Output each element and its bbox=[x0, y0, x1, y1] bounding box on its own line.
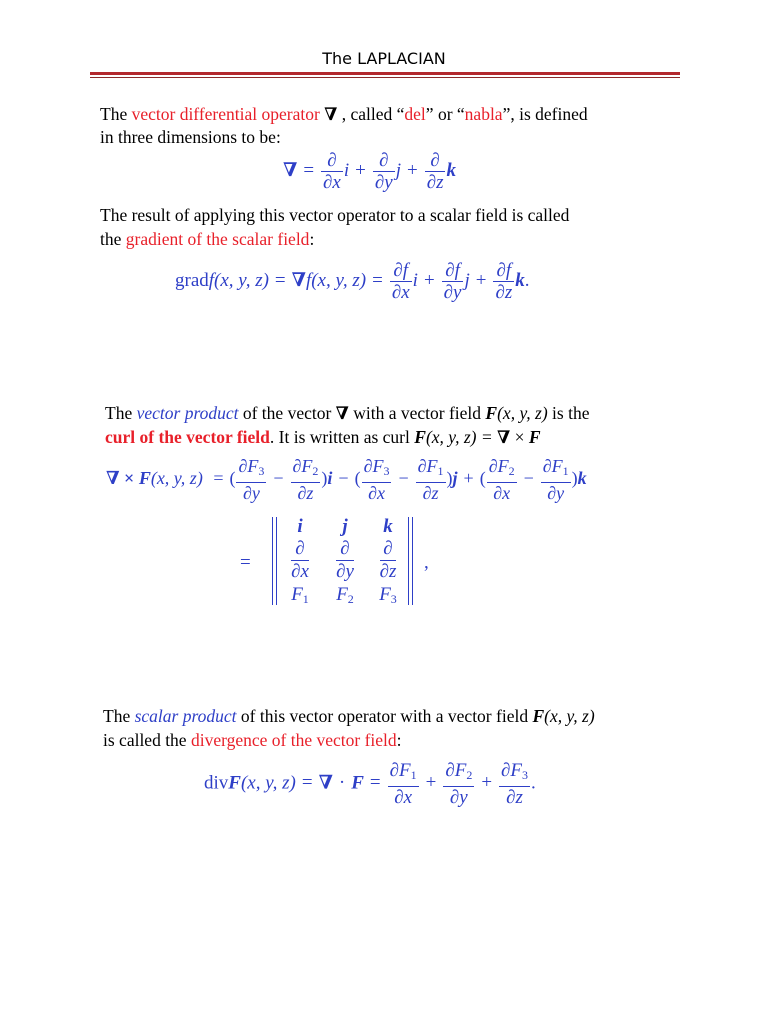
numerator: ∂F bbox=[363, 456, 384, 476]
numerator: ∂f bbox=[442, 260, 464, 282]
nabla-symbol: ∇ bbox=[291, 269, 306, 291]
nabla-symbol: ∇ bbox=[497, 427, 511, 447]
text: (x, y, z) = bbox=[425, 427, 498, 447]
dot: · bbox=[338, 772, 346, 794]
unit-j: j bbox=[395, 159, 401, 181]
paren: ) bbox=[321, 468, 328, 489]
denominator: ∂y bbox=[336, 561, 354, 582]
minus: − bbox=[338, 468, 349, 489]
unit-i: i bbox=[327, 468, 333, 489]
unit-k: k bbox=[515, 269, 525, 291]
paren: ( bbox=[229, 468, 236, 489]
numerator: ∂F bbox=[292, 456, 313, 476]
plus: + bbox=[355, 159, 366, 181]
term-curl: curl of the vector field bbox=[105, 427, 270, 447]
minus: − bbox=[523, 468, 534, 489]
text: The bbox=[105, 403, 137, 423]
trailing-comma: , bbox=[424, 552, 429, 573]
subscript: 1 bbox=[437, 464, 444, 478]
denominator: ∂z bbox=[495, 282, 513, 303]
component-F: F bbox=[379, 584, 391, 605]
paren: ) bbox=[571, 468, 578, 489]
text: ” or “ bbox=[425, 104, 465, 124]
arguments: (x, y, z) bbox=[150, 468, 203, 489]
unit-j: j bbox=[452, 468, 458, 489]
grad-operator: grad bbox=[175, 269, 209, 291]
numerator: ∂F bbox=[389, 760, 411, 781]
cross: × bbox=[510, 427, 529, 447]
fraction bbox=[541, 456, 571, 504]
vector-F: F bbox=[228, 772, 241, 794]
text: , called “ bbox=[337, 104, 405, 124]
text: : bbox=[396, 730, 402, 750]
curl-intro-line-2 bbox=[105, 426, 541, 449]
fraction bbox=[373, 150, 395, 193]
determinant-row-3 bbox=[0, 584, 768, 608]
scalar-field: f(x, y, z) bbox=[208, 269, 269, 291]
page-title: The LAPLACIAN bbox=[322, 49, 446, 68]
numerator: ∂F bbox=[238, 456, 259, 476]
scalar-field: f(x, y, z) bbox=[305, 269, 367, 291]
equals: = bbox=[372, 269, 383, 291]
fraction bbox=[390, 260, 412, 303]
paren: ( bbox=[479, 468, 486, 489]
denominator: ∂x bbox=[391, 282, 410, 303]
paren: ( bbox=[354, 468, 361, 489]
denominator: ∂x bbox=[493, 483, 511, 503]
text: of the vector bbox=[238, 403, 336, 423]
unit-k: k bbox=[577, 468, 587, 489]
divergence-intro-line bbox=[103, 705, 595, 728]
fraction bbox=[425, 150, 446, 193]
term-vector-differential-operator: vector differential operator bbox=[131, 104, 320, 124]
nabla-symbol: ∇ bbox=[283, 159, 298, 181]
minus: − bbox=[273, 468, 284, 489]
plus: + bbox=[425, 772, 437, 794]
nabla-symbol: ∇ bbox=[318, 772, 333, 794]
nabla-intro-line-2: in three dimensions to be: bbox=[100, 127, 281, 147]
arguments: (x, y, z) bbox=[544, 706, 595, 726]
denominator: ∂x bbox=[291, 561, 309, 582]
component-F: F bbox=[291, 584, 303, 605]
subscript: 2 bbox=[347, 592, 354, 606]
equals: = bbox=[369, 772, 381, 794]
denominator: ∂x bbox=[394, 787, 413, 808]
text: is the bbox=[547, 403, 590, 423]
curl-intro-line bbox=[105, 402, 589, 425]
text: with a vector field bbox=[348, 403, 486, 423]
text: : bbox=[309, 229, 315, 249]
vector-F: F bbox=[351, 772, 364, 794]
subscript: 2 bbox=[312, 464, 319, 478]
text: The bbox=[100, 104, 132, 124]
nabla-symbol: ∇ bbox=[324, 104, 338, 124]
denominator: ∂z bbox=[297, 483, 314, 503]
fraction bbox=[493, 260, 514, 303]
determinant-row-2 bbox=[0, 538, 768, 586]
numerator: ∂F bbox=[488, 456, 509, 476]
denominator: ∂z bbox=[426, 172, 444, 193]
plus: + bbox=[481, 772, 493, 794]
denominator: ∂y bbox=[242, 483, 260, 503]
text: The bbox=[103, 706, 135, 726]
component-F: F bbox=[336, 584, 348, 605]
subscript: 1 bbox=[410, 768, 417, 782]
numerator: ∂F bbox=[501, 760, 523, 781]
fraction bbox=[362, 456, 392, 504]
numerator: ∂f bbox=[390, 260, 412, 282]
partial-x bbox=[291, 538, 309, 583]
numerator: ∂f bbox=[493, 260, 514, 282]
unit-k: k bbox=[446, 159, 456, 181]
unit-k: k bbox=[383, 516, 393, 537]
unit-i: i bbox=[297, 516, 303, 537]
numerator: ∂ bbox=[380, 538, 397, 561]
divergence-equation bbox=[204, 760, 536, 808]
numerator: ∂ bbox=[291, 538, 309, 561]
minus: − bbox=[398, 468, 409, 489]
fraction bbox=[416, 456, 446, 504]
period: . bbox=[524, 269, 530, 291]
equals: = bbox=[301, 772, 313, 794]
gradient-intro-line-2 bbox=[100, 228, 314, 251]
vector-F: F bbox=[528, 427, 541, 447]
header-rule-thin bbox=[90, 77, 680, 78]
subscript: 3 bbox=[383, 464, 390, 478]
unit-j: j bbox=[342, 516, 348, 537]
term-nabla: nabla bbox=[464, 104, 503, 124]
equals: = bbox=[303, 159, 315, 181]
term-vector-product: vector product bbox=[136, 403, 239, 423]
fraction bbox=[487, 456, 517, 504]
div-operator: div bbox=[204, 772, 229, 794]
equals: = bbox=[240, 552, 251, 573]
unit-i: i bbox=[412, 269, 418, 291]
curl-operator: ∇ × bbox=[106, 468, 135, 489]
gradient-intro-line: The result of applying this vector operator to a scalar field is called bbox=[100, 205, 570, 225]
text: is called the bbox=[103, 730, 191, 750]
subscript: 1 bbox=[302, 592, 309, 606]
fraction bbox=[388, 760, 419, 808]
denominator: ∂x bbox=[368, 483, 385, 503]
denominator: ∂z bbox=[506, 787, 523, 808]
numerator: ∂F bbox=[445, 760, 467, 781]
paren: ) bbox=[446, 468, 453, 489]
determinant-row-1 bbox=[0, 516, 768, 540]
numerator: ∂F bbox=[542, 456, 563, 476]
numerator: ∂ bbox=[373, 150, 395, 172]
numerator: ∂F bbox=[417, 456, 438, 476]
denominator: ∂y bbox=[547, 483, 565, 503]
gradient-equation bbox=[175, 260, 530, 303]
nabla-definition-equation bbox=[283, 150, 456, 193]
fraction bbox=[321, 150, 343, 193]
partial-z bbox=[380, 538, 397, 583]
denominator: ∂z bbox=[379, 561, 397, 582]
fraction bbox=[499, 760, 530, 808]
term-scalar-product: scalar product bbox=[134, 706, 237, 726]
text: ”, is defined bbox=[502, 104, 588, 124]
subscript: 1 bbox=[562, 464, 569, 478]
equals: = bbox=[213, 468, 224, 489]
nabla-intro-line bbox=[100, 103, 588, 126]
term-del: del bbox=[404, 104, 426, 124]
numerator: ∂ bbox=[321, 150, 343, 172]
plus: + bbox=[475, 269, 487, 291]
arguments: (x, y, z) bbox=[497, 403, 548, 423]
term-gradient: gradient of the scalar field bbox=[125, 229, 310, 249]
period: . bbox=[531, 772, 536, 794]
denominator: ∂y bbox=[374, 172, 393, 193]
denominator: ∂z bbox=[422, 483, 439, 503]
denominator: ∂y bbox=[443, 282, 462, 303]
divergence-intro-line-2 bbox=[103, 729, 402, 752]
vector-F: F bbox=[138, 468, 151, 489]
unit-j: j bbox=[464, 269, 470, 291]
nabla-symbol: ∇ bbox=[335, 403, 349, 423]
subscript: 3 bbox=[258, 464, 265, 478]
plus: + bbox=[406, 159, 418, 181]
plus: + bbox=[423, 269, 435, 291]
text: the bbox=[100, 229, 126, 249]
denominator: ∂y bbox=[449, 787, 468, 808]
equals: = bbox=[274, 269, 286, 291]
text: . It is written as curl bbox=[269, 427, 415, 447]
fraction bbox=[442, 260, 464, 303]
subscript: 2 bbox=[466, 768, 473, 782]
vector-F: F bbox=[485, 403, 498, 423]
partial-y bbox=[336, 538, 354, 583]
arguments: (x, y, z) bbox=[240, 772, 296, 794]
unit-i: i bbox=[343, 159, 350, 181]
header-rule bbox=[90, 72, 680, 75]
numerator: ∂ bbox=[336, 538, 354, 561]
vector-F: F bbox=[414, 427, 426, 447]
fraction bbox=[291, 456, 321, 504]
subscript: 3 bbox=[522, 768, 529, 782]
fraction bbox=[443, 760, 474, 808]
term-divergence: divergence of the vector field bbox=[190, 730, 397, 750]
numerator: ∂ bbox=[425, 150, 446, 172]
text: of this vector operator with a vector field bbox=[236, 706, 533, 726]
vector-F: F bbox=[532, 706, 545, 726]
denominator: ∂x bbox=[323, 172, 341, 193]
fraction bbox=[236, 456, 266, 504]
curl-equation bbox=[106, 456, 587, 504]
subscript: 2 bbox=[508, 464, 515, 478]
plus: + bbox=[463, 468, 474, 489]
subscript: 3 bbox=[390, 592, 397, 606]
